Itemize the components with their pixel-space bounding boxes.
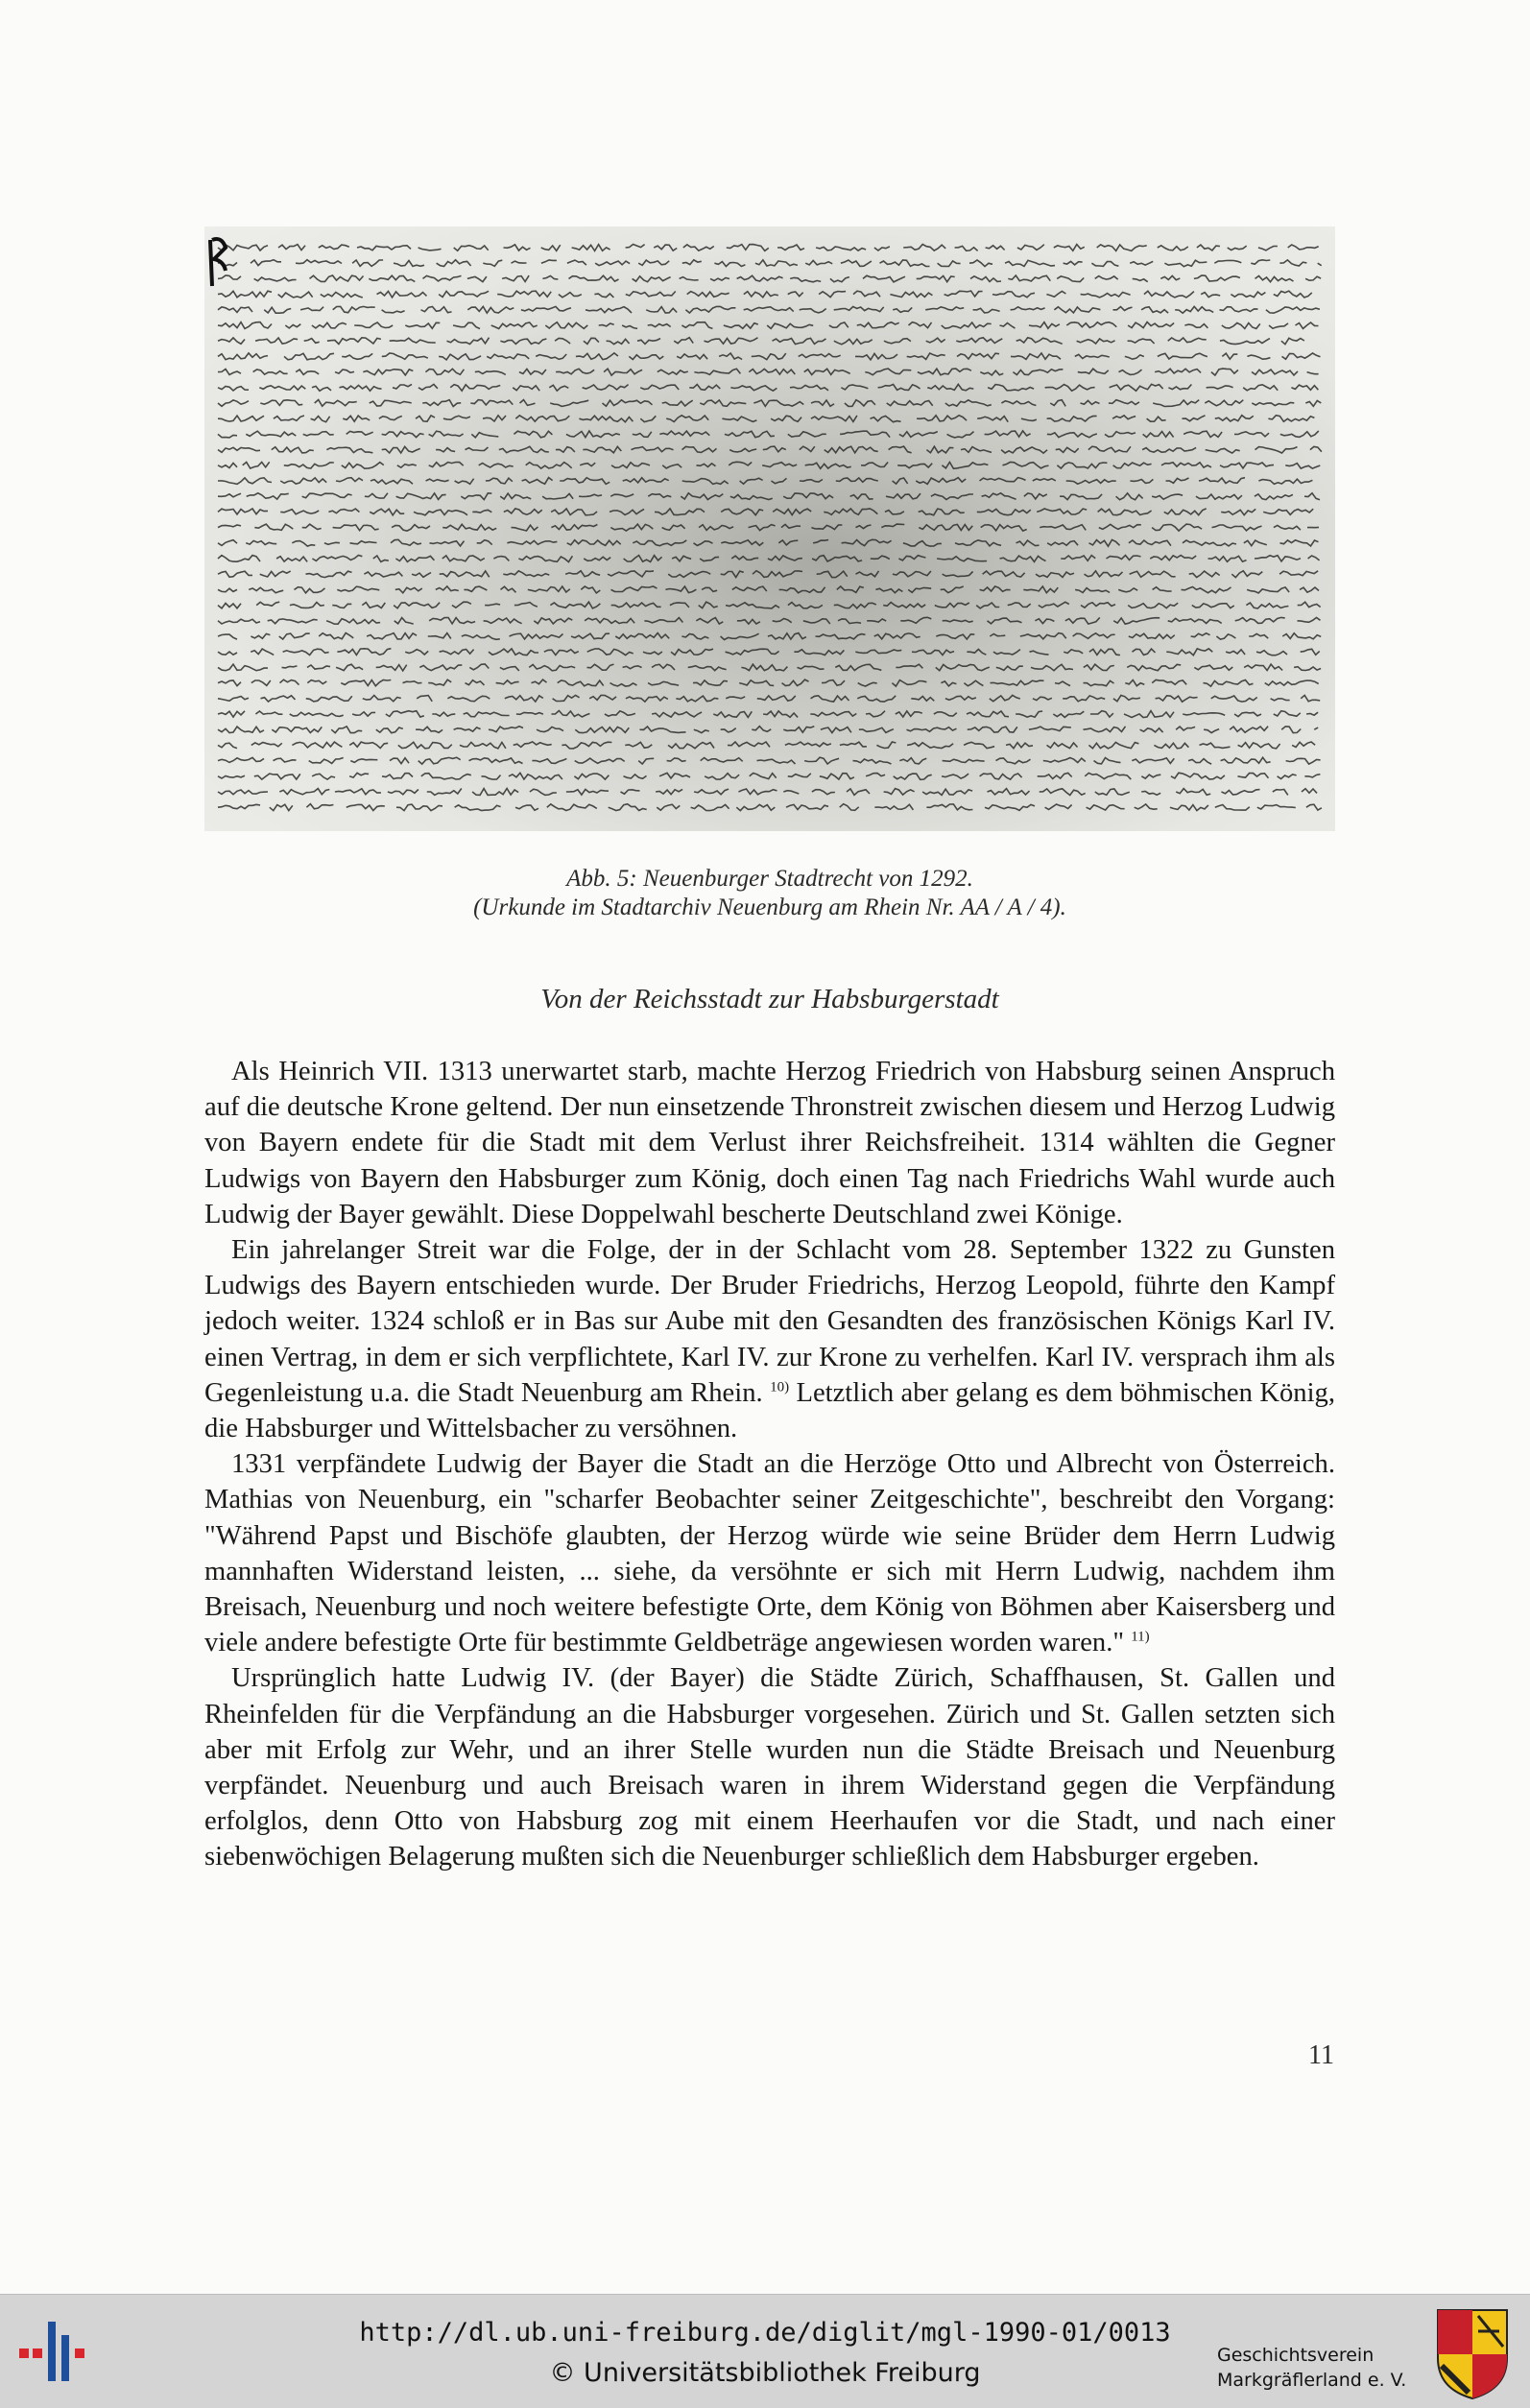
page-number: 11 bbox=[1308, 2040, 1334, 2070]
manuscript-handwriting bbox=[204, 226, 1335, 831]
handwriting-line bbox=[218, 727, 1318, 733]
figure-caption-line1: Abb. 5: Neuenburger Stadtrecht von 1292. bbox=[566, 866, 973, 892]
handwriting-line bbox=[218, 804, 1322, 811]
handwriting-line bbox=[218, 291, 1312, 298]
handwriting-line bbox=[218, 338, 1319, 345]
handwriting-line bbox=[218, 695, 1320, 702]
handwriting-line bbox=[218, 260, 1322, 267]
paragraph-4: Ursprünglich hatte Ludwig IV. (der Bayer) die Städte Zürich, Schaffhausen, St. Gallen und Rheinfelden für die Verpfändung an die Habsburger vorgesehen. Zürich und St. Gallen setzten sich aber mit Erfolg zur Wehr, und an ihrer Stelle wurden nun die Städte Breisach und Neuenburg verpfändet. Neuenburg und auch Breisach waren in ihrem Widerstand gegen die Verpfändung erfolglos, denn Otto von Habsburg zog mit einem Heerhaufen vor die Stadt, und nach einer siebenwöchigen Belagerung mußten sich die Neuenburger schließlich dem Habsburger ergeben. bbox=[204, 1663, 1335, 1872]
handwriting-line bbox=[218, 275, 1321, 282]
paragraph-3 bbox=[204, 1446, 1335, 1660]
society-crest-icon[interactable] bbox=[1436, 2308, 1509, 2400]
footer-copyright: © Universitätsbibliothek Freiburg bbox=[549, 2358, 981, 2388]
section-heading: Von der Reichsstadt zur Habsburgerstadt bbox=[540, 984, 999, 1014]
handwriting-line bbox=[218, 369, 1319, 375]
handwriting-line bbox=[218, 322, 1319, 329]
handwriting-line bbox=[218, 400, 1321, 407]
paragraph-1: Als Heinrich VII. 1313 unerwartet starb, machte Herzog Friedrich von Habsburg seinen Anspruch auf die deutsche Krone geltend. Der nun einsetzende Thronstreit zwischen diesem und Herzog Ludwig von Bayern endete für die Stadt mit dem Verlust ihrer Reichsfreiheit. 1314 wählten die Gegner Ludwigs von Bayern den Habsburger zum König, doch einen Tag nach Friedrichs Wahl wurde auch Ludwig der Bayer gewählt. Diese Doppelwahl bescherte Deutschland zwei Könige. bbox=[204, 1057, 1335, 1229]
handwriting-line bbox=[218, 478, 1312, 485]
handwriting-line bbox=[218, 757, 1321, 764]
society-name bbox=[1217, 2343, 1438, 2393]
handwriting-line bbox=[218, 539, 1319, 546]
handwriting-line bbox=[218, 462, 1320, 468]
handwriting-line bbox=[218, 586, 1319, 593]
handwriting-line bbox=[218, 384, 1318, 391]
footer-url-link[interactable]: http://dl.ub.uni-freiburg.de/diglit/mgl-1990-01/0013 bbox=[359, 2318, 1171, 2348]
handwriting-line bbox=[218, 649, 1320, 656]
paragraph-2-text-continued: Letztlich aber gelang es dem böhmischen König, die Habsburger und Wittelsbacher zu versöhnen. bbox=[204, 1377, 1335, 1444]
footer-bar bbox=[0, 2294, 1530, 2408]
handwriting-line bbox=[218, 664, 1321, 671]
handwriting-line bbox=[218, 773, 1320, 779]
handwriting-line bbox=[218, 493, 1320, 500]
handwriting-line bbox=[218, 711, 1318, 718]
handwriting-line bbox=[218, 617, 1321, 624]
handwriting-line bbox=[218, 509, 1313, 515]
handwriting-line bbox=[218, 602, 1321, 608]
illuminated-initial bbox=[210, 239, 226, 286]
handwriting-line bbox=[218, 431, 1319, 438]
footnote-ref-10[interactable]: 10) bbox=[770, 1379, 790, 1395]
society-name-line2: Markgräflerland e. V. bbox=[1217, 2370, 1407, 2391]
handwriting-line bbox=[218, 416, 1314, 422]
handwriting-line bbox=[218, 571, 1318, 578]
handwriting-line bbox=[218, 556, 1320, 562]
handwriting-line bbox=[218, 742, 1315, 749]
society-name-line1: Geschichtsverein bbox=[1217, 2345, 1375, 2366]
handwriting-line bbox=[218, 353, 1321, 360]
body-text bbox=[204, 1054, 1335, 1875]
handwriting-line bbox=[218, 679, 1319, 686]
paragraph-2-text: Ein jahrelanger Streit war die Folge, der in der Schlacht vom 28. September 1322 zu Gunsten Ludwigs des Bayern entschieden wurde. Der Bruder Friedrichs, Herzog Leopold, führte den Kampf jedoch weiter. 1324 schloß er in Bas sur Aube mit den Gesandten des französischen Königs Karl IV. einen Vertrag, in dem er sich verpflichtete, Karl IV. zur Krone zu verhelfen. Karl IV. versprach ihm als Gegenleistung u.a. die Stadt Neuenburg am Rhein. bbox=[204, 1235, 1335, 1408]
paragraph-2 bbox=[204, 1232, 1335, 1446]
handwriting-line bbox=[218, 789, 1317, 796]
paragraph-3-text: 1331 verpfändete Ludwig der Bayer die Stadt an die Herzöge Otto und Albrecht von Österreich. Mathias von Neuenburg, ein "scharfer Beobachter seiner Zeitgeschichte", beschreibt den Vorgang: "Während Papst und Bischöfe glaubten, der Herzog würde wie seine Brüder dem Herrn Ludwig mannhaften Widerstand leisten, ... siehe, da versöhnte er sich mit Herrn Ludwig, nachdem ihm Breisach, Neuenburg und noch weitere befestigte Orte, dem König von Böhmen aber Kaisersberg und viele andere befestigte Orte für bestimmte Geldbeträge angewiesen worden waren." bbox=[204, 1449, 1335, 1658]
handwriting-line bbox=[218, 306, 1320, 313]
handwriting-line bbox=[218, 633, 1321, 640]
manuscript-image bbox=[204, 226, 1335, 831]
figure-caption-line2: (Urkunde im Stadtarchiv Neuenburg am Rhein Nr. AA / A / 4). bbox=[473, 894, 1066, 920]
footnote-ref-11[interactable]: 11) bbox=[1131, 1629, 1150, 1645]
handwriting-line bbox=[218, 446, 1322, 453]
handwriting-line bbox=[218, 524, 1319, 531]
handwriting-line bbox=[218, 245, 1319, 251]
